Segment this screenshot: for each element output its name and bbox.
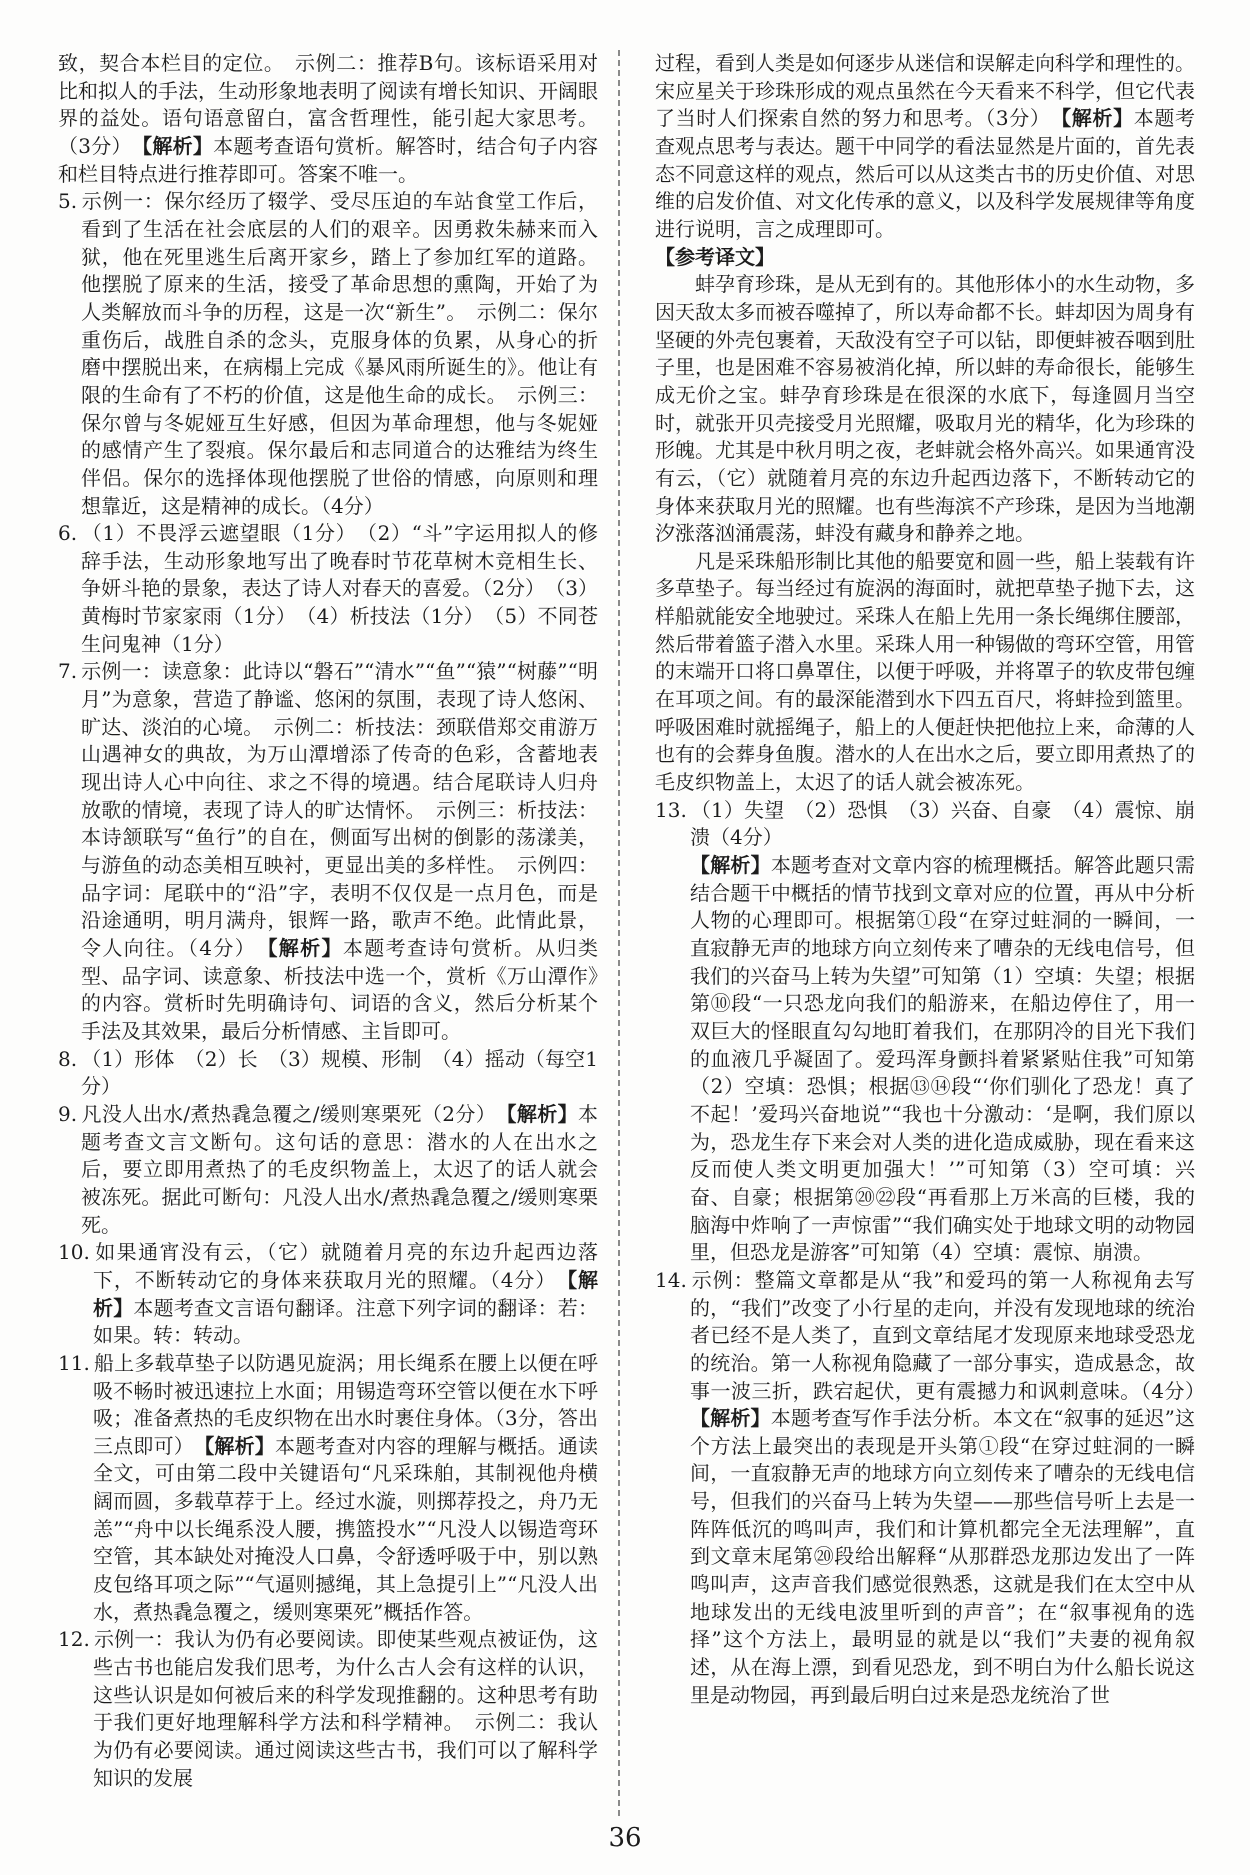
answer-text: （1）不畏浮云遮望眼（1分） （2）“斗”字运用拟人的修辞手法，生动形象地写出了晚春时节花草树木竞相生长、争妍斗艳的景象，表达了诗人对春天的喜爱。（2分） （3）黄梅时节家家雨（1分） （4）析技法（1分） （5）不同苍生问鬼神（1分） — [81, 521, 598, 656]
answer-text: 本题考查文言文断句。这句话的意思：潜水的人在出水之后，要立即用煮热了的毛皮织物盖上，太迟了的话人就会被冻死。据此可断句：凡没人出水/煮热毳急覆之/缓则寒栗死。 — [81, 1101, 598, 1237]
answer-text: 本题考查文言语句翻译。注意下列字词的翻译：若：如果。转：转动。 — [93, 1295, 599, 1348]
answer-text: （1）形体 （2）长 （3）规模、形制 （4）摇动（每空1分） — [81, 1046, 598, 1099]
analysis-label: 【解析】 — [204, 1433, 276, 1458]
answer-text: 示例一：我认为仍有必要阅读。即使某些观点被证伪，这些古书也能启发我们思考，为什么古人会有这样的认识，这些认识是如何被后来的科学发现推翻的。这种思考有助于我们更好地理解科学方法和科学精神。 示例二：我认为仍有必要阅读。通过阅读这些古书，我们可以了解科学知识的发展 — [93, 1627, 598, 1790]
analysis-label: 【解析】 — [93, 1267, 598, 1320]
page-number: 36 — [608, 1823, 642, 1853]
analysis-label: 【解析】 — [690, 1406, 771, 1431]
answer-text: 凡是采珠船形制比其他的船要宽和圆一些，船上装载有许多草垫子。每当经过有旋涡的海面时，就把草垫子抛下去，这样船就能安全地驶过。采珠人在船上先用一条长绳绑住腰部，然后带着篮子潜入水里。采珠人用一种锡做的弯环空管，用管的末端开口将口鼻罩住，以便于呼吸，并将罩子的软皮带包缠在耳项之间。有的最深能潜到水下四五百尺，将蚌捡到篮里。呼吸困难时就摇绳子，船上的人便赶快把他拉上来，命薄的人也有的会葬身鱼腹。潜水的人在出水之后，要立即用煮热了的毛皮织物盖上，太迟了的话人就会被冻死。 — [655, 548, 1195, 795]
answer-text: 示例：整篇文章都是从“我”和爱玛的第一人称视角去写的，“我们”改变了小行星的走向，并没有发现地球的统治者已经不是人类了，直到文章结尾才发现原来地球受恐龙的统治。第一人称视角隐藏了一部分事实，造成悬念，故事一波三折，跌宕起伏，更有震撼力和讽刺意味。（4分） — [690, 1267, 1215, 1403]
answer-paragraph — [81, 189, 598, 517]
answer-text: 如果通宵没有云，（它）就随着月亮的东边升起西边落下，不断转动它的身体来获取月光的照耀。（4分） — [93, 1240, 598, 1292]
question-number: 13. — [655, 797, 687, 822]
question-number: 11. — [58, 1350, 90, 1375]
answer-text: 本题考查对文章内容的梳理概括。解答此题只需结合题干中概括的情节找到文章对应的位置，再从中分析人物的心理即可。根据第①段“在穿过蛀洞的一瞬间，一直寂静无声的地球方向立刻传来了嘈杂的无线电信号，但我们的兴奋马上转为失望”可知第（1）空填：失望；根据第⑩段“一只恐龙向我们的船游来，在船边停住了，用一双巨大的怪眼直勾勾地盯着我们，在那阴冷的目光下我们的血液几乎凝固了。爱玛浑身颤抖着紧紧贴住我”可知第（2）空填：恐惧；根据⑬⑭段“‘你们驯化了恐龙！真了不起！’爱玛兴奋地说”“我也十分激动：‘是啊，我们原以为，恐龙生存下来会对人类的进化造成威胁，现在看来这反而使人类文明更加强大！’”可知第（3）空可填：兴奋、自豪；根据第⑳㉒段“再看那上万米高的巨楼，我的脑海中炸响了一声惊雷”“我们确实处于地球文明的动物园里，但恐龙是游客”可知第（4）空填：震惊、崩溃。 — [690, 853, 1196, 1265]
answer-paragraph — [81, 659, 598, 1043]
question-number: 8. — [58, 1046, 78, 1071]
answer-text: 蚌孕育珍珠，是从无到有的。其他形体小的水生动物，多因天敌太多而被吞噬掉了，所以寿命都不长。蚌却因为周身有坚硬的外壳包裹着，天敌没有空子可以钻，即便蚌被吞咽到肚子里，也是困难不容易被消化掉，所以蚌的寿命很长，能够生成无价之宝。蚌孕育珍珠是在很深的水底下，每逢圆月当空时，就张开贝壳接受月光照耀，吸取月光的精华，化为珍珠的形魄。尤其是中秋月明之夜，老蚌就会格外高兴。如果通宵没有云，（它）就随着月亮的东边升起西边落下，不断转动它的身体来获取月光的照耀。也有些海滨不产珍珠，是因为当地潮汐涨落汹涌震荡，蚌没有藏身和静养之地。 — [655, 272, 1195, 546]
question-number: 5. — [58, 189, 78, 214]
answer-item — [58, 1350, 598, 1627]
continued-answer — [655, 50, 1195, 244]
answer-item — [58, 1239, 598, 1350]
answer-text: 凡没人出水/煮热毳急覆之/缓则寒栗死（2分） — [81, 1101, 507, 1126]
answer-text: 示例一：读意象：此诗以“磐石”“清水”“鱼”“猿”“树藤”“明月”为意象，营造了静谧、悠闲的氛围，表现了诗人悠闲、旷达、淡泊的心境。 示例二：析技法：颈联借郑交甫游万山遇神女的典故，为万山潭增添了传奇的色彩，含蓄地表现出诗人心中向往、求之不得的境遇。结合尾联诗人归舟放歌的情境，表现了诗人的旷达情怀。 示例三：析技法：本诗颔联写“鱼行”的自在，侧面写出树的倒影的荡漾美，与游鱼的动态美相互映衬，更显出美的多样性。 示例四：品字词：尾联中的“沿”字，表明不仅仅是一点月色，而是沿途通明，明月满舟，银辉一路，歌声不绝。此情此景，令人向往。（4分） — [81, 659, 598, 960]
answer-item — [655, 1267, 1215, 1710]
answer-paragraph — [81, 521, 598, 656]
question-number: 6. — [58, 521, 78, 546]
continued-answer — [58, 50, 598, 188]
analysis-label: 【解析】 — [690, 853, 771, 878]
translation-paragraph — [655, 548, 1195, 797]
translation-heading: 【参考译文】 — [655, 244, 775, 269]
right-column — [655, 50, 1215, 1818]
analysis-label: 【解析】 — [267, 936, 343, 960]
answer-text: 致，契合本栏目的定位。 示例二：推荐B句。该标语采用对比和拟人的手法，生动形象地表明了阅读有增长知识、开阔眼界的益处。语句语意留白，富含哲理性，能引起大家思考。（3分） — [58, 51, 598, 158]
column-divider — [618, 50, 620, 1816]
answer-item — [58, 188, 598, 520]
answer-paragraph — [81, 1102, 598, 1237]
question-number: 7. — [58, 659, 78, 684]
answer-text: 过程，看到人类是如何逐步从迷信和误解走向科学和理性的。宋应星关于珍珠形成的观点虽然在今天看来不科学，但它代表了当时人们探索自然的努力和思考。（3分） — [655, 51, 1195, 131]
question-number: 14. — [655, 1267, 687, 1292]
answer-text: 本题考查观点思考与表达。题干中同学的看法显然是片面的，首先表态不同意这样的观点，然后可以从这类古书的历史价值、对思维的启发价值、对文化传承的意义，以及科学发展规律等角度进行说明，言之成理即可。 — [655, 106, 1195, 241]
answer-paragraph — [81, 1047, 598, 1099]
translation-paragraph — [655, 271, 1195, 548]
left-column — [58, 50, 598, 1818]
answer-item — [58, 658, 598, 1045]
answer-text: 本题考查诗句赏析。从归类型、品字词、读意象、析技法中选一个，赏析《万山潭作》的内容。赏析时先明确诗句、词语的含义，然后分析某个手法及其效果，最后分析情感、主旨即可。 — [81, 936, 598, 1043]
answer-paragraph — [93, 1627, 598, 1789]
question-number: 12. — [58, 1627, 90, 1652]
analysis-label: 【解析】 — [506, 1101, 578, 1126]
answer-item — [58, 520, 598, 658]
analysis-label: 【解析】 — [142, 133, 214, 158]
question-number: 10. — [58, 1240, 90, 1265]
answer-paragraph — [690, 852, 1195, 1267]
answer-text: 船上多载草垫子以防遇见旋涡；用长绳系在腰上以便在呼吸不畅时被迅速拉上水面；用锡造弯环空管以便在水下呼吸；准备煮热的毛皮织物在出水时裹住身体。（3分，答出三点即可） — [93, 1350, 598, 1458]
answer-text: 本题考查语句赏析。解答时，结合句子内容和栏目特点进行推荐即可。答案不唯一。 — [58, 133, 598, 186]
answer-paragraph — [93, 1240, 598, 1347]
analysis-label: 【解析】 — [1061, 106, 1134, 131]
answer-text: 示例一：保尔经历了辍学、受尽压迫的车站食堂工作后，看到了生活在社会底层的人们的艰辛。因勇救朱赫来而入狱，他在死里逃生后离开家乡，踏上了参加红军的道路。他摆脱了原来的生活，接受了革命思想的熏陶，开始了为人类解放而斗争的历程，这是一次“新生”。 示例二：保尔重伤后，战胜自杀的念头，克服身体的负累，从身心的折磨中摆脱出来，在病榻上完成《暴风雨所诞生的》。他让有限的生命有了不朽的价值，这是他生命的成长。 示例三：保尔曾与冬妮娅互生好感，但因为革命理想，他与冬妮娅的感情产生了裂痕。保尔最后和志同道合的达雅结为终生伴侣。保尔的选择体现他摆脱了世俗的情感，向原则和理想靠近，这是精神的成长。（4分） — [81, 189, 598, 518]
answer-text: （1）失望 （2）恐惧 （3）兴奋、自豪 （4）震惊、崩溃（4分） — [690, 797, 1195, 850]
answer-paragraph — [690, 1268, 1215, 1707]
answer-item — [58, 1046, 598, 1101]
answer-item — [58, 1626, 598, 1792]
answer-text: 本题考查对内容的理解与概括。通读全文，可由第二段中关键语句“凡采珠舶，其制视他舟横阔而圆，多载草荐于上。经过水漩，则掷荐投之，舟乃无恙”“舟中以长绳系没人腰，携篮投水”“凡没人以锡造弯环空管，其本缺处对掩没人口鼻，令舒透呼吸于中，别以熟皮包络耳项之际”“气逼则撼绳，其上急提引上”“凡没人出水，煮热毳急覆之，缓则寒栗死”概括作答。 — [93, 1433, 599, 1624]
answer-paragraph — [690, 798, 1195, 850]
answer-text: 本题考查写作手法分析。本文在“叙事的延迟”这个方法上最突出的表现是开头第①段“在穿过蛀洞的一瞬间，一直寂静无声的地球方向立刻传来了嘈杂的无线电信号，但我们的兴奋马上转为失望——那些信号听上去是一阵阵低沉的鸣叫声，我们和计算机都完全无法理解”，直到文章末尾第⑳段给出解释“从那群恐龙那边发出了一阵鸣叫声，这声音我们感觉很熟悉，这就是我们在太空中从地球发出的无线电波里听到的声音”；在“叙事视角的选择”这个方法上，最明显的就是以“我们”夫妻的视角叙述，从在海上漂，到看见恐龙，到不明白为什么船长说这里是动物园，再到最后明白过来是恐龙统治了世 — [690, 1406, 1196, 1707]
answer-item — [655, 797, 1195, 1267]
answer-item — [58, 1101, 598, 1239]
answer-paragraph — [93, 1351, 598, 1624]
question-number: 9. — [58, 1101, 78, 1126]
